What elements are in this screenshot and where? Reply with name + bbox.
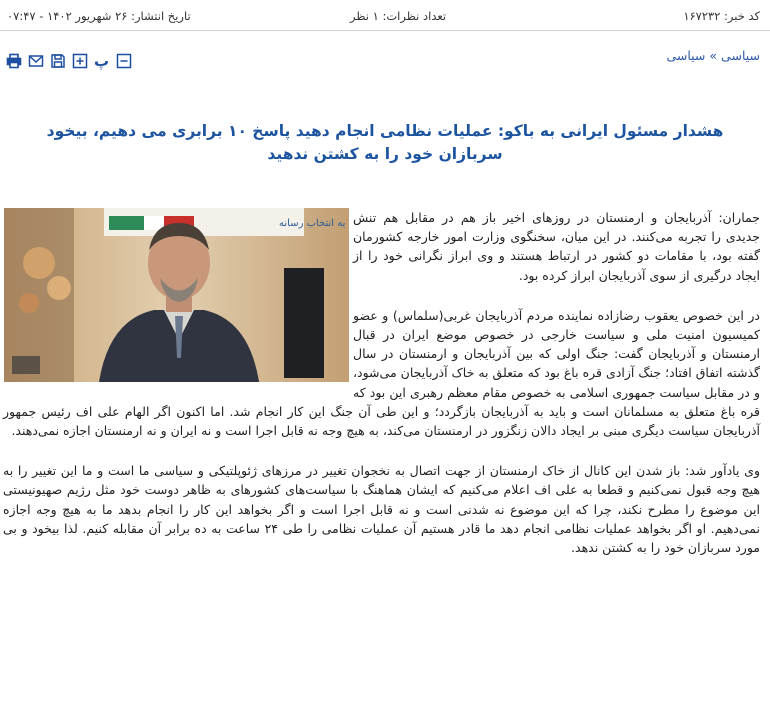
email-icon <box>28 53 44 69</box>
breadcrumb-item-politics-sub[interactable]: سیاسی <box>666 48 706 63</box>
article-body <box>3 208 760 578</box>
article-title: هشدار مسئول ایرانی به باکو: عملیات نظامی انجام دهید پاسخ ۱۰ برابری می دهیم، بیخود سربازان خود را به کشتن ندهید <box>46 122 724 164</box>
pe-button[interactable]: پ <box>93 52 110 70</box>
article-paragraph: وی یادآور شد: باز شدن این کانال از خاک ارمنستان از جهت اتصال به نخجوان تغییر در مرزهای ژئوپلتیکی و سیاسی ما است و ما این تغییر را به هیچ وجه قبول نمی‌کنیم و قطعا به علی اف اعلام می‌کنیم که ایشان هماهنگ با سیاست‌های کشورهای به ظاهر دوست خود مثل رژیم صهیونیستی این موضوع را مطرح نکند، چرا که این موضوع نه شدنی است و نه قابل اجرا است و اگر بخواهد این کار را انجام بدهد ما به هیچ وجه اجازه نمی‌دهیم. او اگر بخواهد عملیات نظامی انجام دهد ما قادر هستیم آن عملیات نظامی را طی ۲۴ ساعت به ده برابر آن مقابله کنیم. لذا بیخود و بی مورد سربازان خود را به کشتن ندهد. <box>3 463 760 556</box>
font-decrease-icon <box>116 53 132 69</box>
print-icon <box>6 53 22 69</box>
save-button[interactable] <box>48 52 67 70</box>
publish-date: تاریخ انتشار: ۲۶ شهریور ۱۴۰۲ - ۰۷:۴۷ <box>7 9 191 23</box>
font-decrease-button[interactable] <box>114 52 133 70</box>
article-paragraph: جماران: آذربایجان و ارمنستان در روزهای اخیر باز هم در مقابل هم تنش جدیدی را تجربه می‌کنند. در این میان، سخنگوی وزارت امور خارجه کشورمان گفته بود، با مقامات دو کشور در ارتباط هستند و وی ابراز نگرانی خود را از ایجاد درگیری از سوی آذربایجان ابراز کرده بود. <box>353 210 760 283</box>
breadcrumb-separator: » <box>709 48 718 63</box>
article-meta-bar <box>0 9 770 31</box>
article-toolbar <box>4 52 133 70</box>
article-paragraph: در این خصوص یعقوب رضازاده نماینده مردم آذربایجان غربی(سلماس) و عضو کمیسیون امنیت ملی و سیاست خارجی در خصوص موضع ایران در قبال ارمنستان و آذربایجان گفت: جنگ اولی که بین آذربایجان و ارمنستان در سال گذشته اتفاق افتاد؛ جنگ آزادی قره باغ بود که متعلق به خاک آذربایجان می‌شود، و در مقابل سیاست جمهوری اسلامی به خصوص مقام معظم رهبری این بود که قره باغ متعلق به مسلمانان است و باید به آذربایجان بازگردد؛ و این طی آن جنگ این کار انجام شد. اما اکنون اگر الهام علی اف رئیس جمهور آذربایجان سیاست دیگری مبنی بر ایجاد دالان زنگزور در ارمنستان می‌کند، به هیچ وجه نه قابل اجرا است و نه ایران و نه ارمنستان اجازه نمی‌دهند. <box>3 307 760 439</box>
print-button[interactable] <box>4 52 23 70</box>
photo-spacer <box>3 208 353 386</box>
comments-count[interactable]: تعداد نظرات: ۱ نظر <box>350 9 447 23</box>
photo-banner-text: به انتخاب رسانه <box>279 218 346 229</box>
divider <box>0 30 770 31</box>
save-icon <box>50 53 66 69</box>
news-id: کد خبر: ۱۶۷۲۳۲ <box>683 9 760 23</box>
email-button[interactable] <box>26 52 45 70</box>
breadcrumb-item-politics[interactable]: سیاسی <box>721 48 760 63</box>
breadcrumb <box>666 48 760 63</box>
font-increase-icon <box>72 53 88 69</box>
font-increase-button[interactable] <box>70 52 89 70</box>
